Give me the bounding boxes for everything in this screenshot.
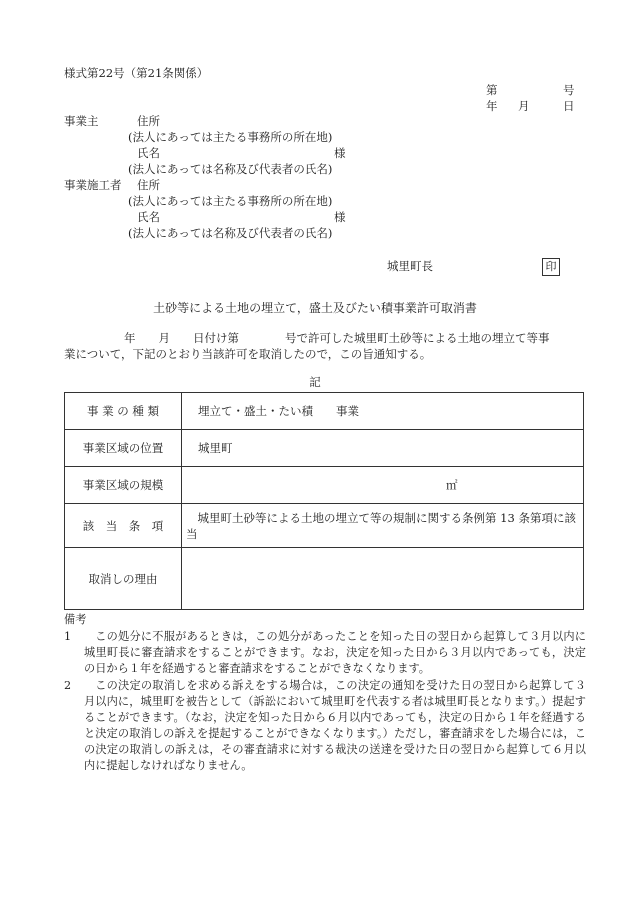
row-value-type: 埋立て・盛土・たい積 事業 — [182, 393, 584, 430]
row-value-reason — [182, 548, 584, 610]
contractor-address-label: 住所 — [137, 178, 160, 192]
number-dai: 第 — [486, 83, 498, 97]
form-id: 様式第22号（第21条関係） — [64, 66, 209, 80]
contractor-honorific: 様 — [334, 210, 346, 224]
note-number: 1 — [64, 630, 72, 643]
notes-section — [64, 612, 586, 774]
note-item-1 — [64, 629, 586, 677]
seal-stamp: 印 — [542, 258, 560, 276]
document-title: 土砂等による土地の埋立て，盛土及びたい積事業許可取消書 — [153, 301, 477, 315]
table-row-clause — [65, 504, 584, 548]
table-row-type — [65, 393, 584, 430]
applicant-address-label: 住所 — [137, 114, 160, 128]
table-row-scale — [65, 467, 584, 504]
row-label-clause: 該 当 条 項 — [65, 504, 182, 548]
row-value-location: 城里町 — [182, 430, 584, 467]
body-line-2: 業について，下記のとおり当該許可を取消したので，この旨通知する。 — [64, 347, 432, 361]
date-day: 日 — [563, 99, 575, 113]
contractor-address-note: (法人にあっては主たる事務所の所在地) — [128, 194, 333, 208]
body-line-1: 年 月 日付け第 号で許可した城里町土砂等による土地の埋立て等事 — [124, 331, 550, 345]
note-item-2 — [64, 678, 586, 774]
row-value-scale: ㎡ — [182, 467, 584, 504]
row-label-location: 事業区域の位置 — [65, 430, 182, 467]
applicant-name-note: (法人にあっては名称及び代表者の氏名) — [128, 162, 333, 176]
contractor-name-note: (法人にあっては名称及び代表者の氏名) — [128, 226, 333, 240]
row-label-scale: 事業区域の規模 — [65, 467, 182, 504]
table-row-location — [65, 430, 584, 467]
row-label-type: 事 業 の 種 類 — [65, 393, 182, 430]
applicant-name-label: 氏名 — [137, 146, 160, 160]
date-year: 年 — [486, 99, 498, 113]
ki-heading: 記 — [309, 375, 321, 389]
note-number: 2 — [64, 679, 72, 692]
row-label-reason: 取消しの理由 — [65, 548, 182, 610]
applicant-role: 事業主 — [64, 114, 99, 128]
row-value-clause: 城里町土砂等による土地の埋立て等の規制に関する条例第 13 条第項に該当 — [182, 504, 584, 548]
details-table — [64, 392, 584, 610]
note-text: この処分に不服があるときは，この処分があったことを知った日の翌日から起算して３月以内に城里町長に審査請求をすることができます。なお，決定を知った日から３月以内であっても，決定の日から１年を経過すると審査請求をすることができなくなります。 — [84, 630, 586, 675]
contractor-role: 事業施工者 — [64, 178, 122, 192]
applicant-address-note: (法人にあっては主たる事務所の所在地) — [128, 130, 333, 144]
number-go: 号 — [563, 83, 575, 97]
notes-heading: 備考 — [64, 613, 87, 626]
date-month: 月 — [518, 99, 530, 113]
contractor-name-label: 氏名 — [137, 210, 160, 224]
body-text — [64, 330, 584, 362]
applicant-honorific: 様 — [334, 146, 346, 160]
issuer-title: 城里町長 — [387, 259, 433, 273]
note-text: この決定の取消しを求める訴えをする場合は，この決定の通知を受けた日の翌日から起算して３月以内に，城里町を被告として（訴訟において城里町を代表する者は城里町長となります。）提起することができます。（なお，決定を知った日から６月以内であっても，決定の日から１年を経過すると決定の取消しの訴えを提起することができなくなります。）ただし，審査請求をした場合には，この決定の取消しの訴えは，その審査請求に対する裁決の送達を受けた日の翌日から起算して６月以内に提起しなければなりません。 — [84, 679, 586, 772]
table-row-reason — [65, 548, 584, 610]
